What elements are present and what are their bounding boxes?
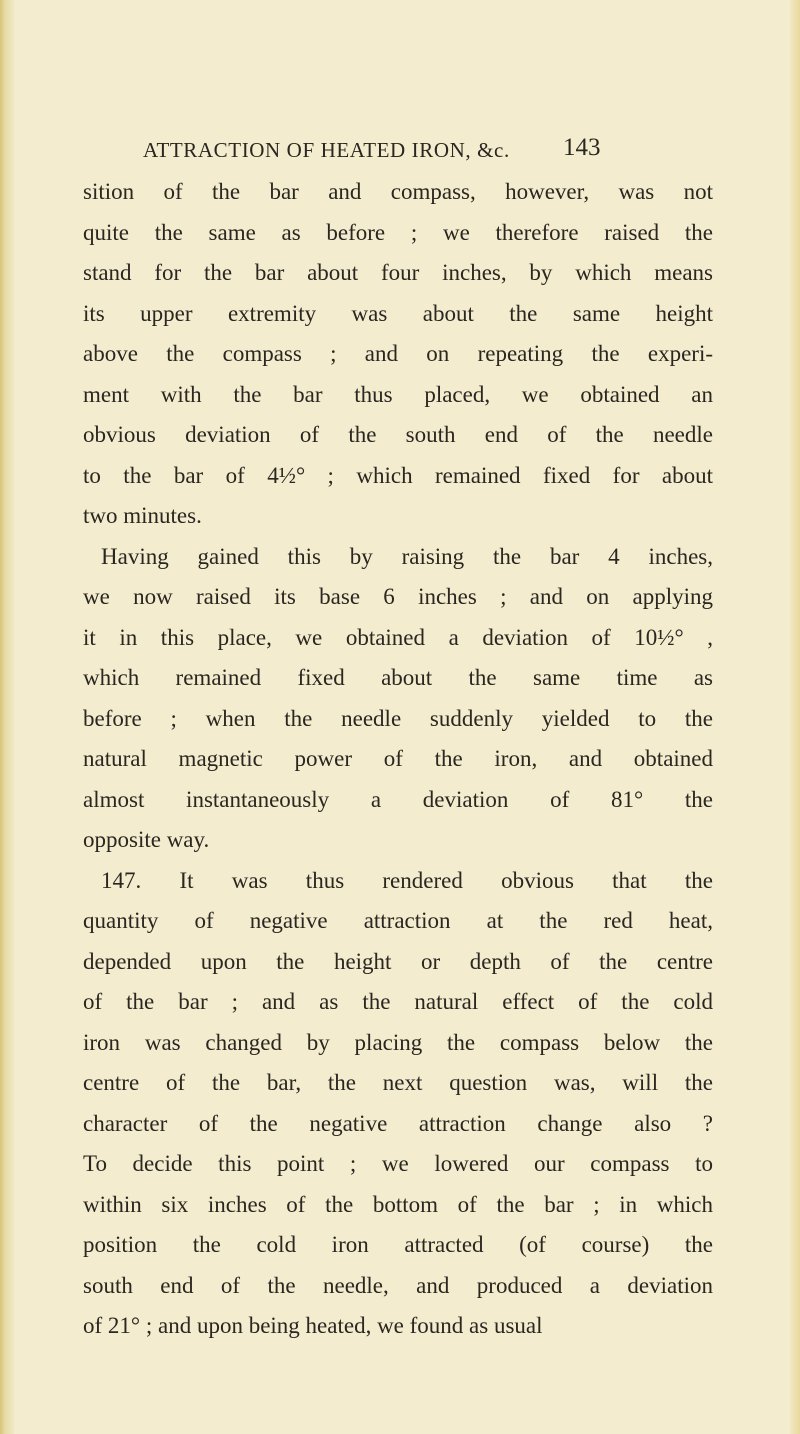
text-line: character of the negative attraction change also ? (83, 1110, 713, 1136)
text-line: which remained fixed about the same time as (83, 665, 713, 690)
running-head: ATTRACTION OF HEATED IRON, &c. (143, 138, 510, 162)
text-line: centre of the bar, the next question was, will the (83, 1070, 713, 1095)
text-line: position the cold iron attracted (of course) the (83, 1232, 713, 1257)
page-edge (790, 0, 800, 1434)
text-line: before ; when the needle suddenly yielded to the (83, 705, 713, 731)
text-line: south end of the needle, and produced a deviation (83, 1272, 713, 1298)
text-line: obvious deviation of the south end of the needle (83, 422, 713, 447)
text-line: Having gained this by raising the bar 4 inches, (101, 543, 713, 569)
page-header (143, 134, 623, 168)
text-line: ment with the bar thus placed, we obtained an (83, 381, 713, 407)
text-line: depended upon the height or depth of the centre (83, 948, 713, 974)
text-line: above the compass ; and on repeating the experi- (83, 341, 713, 366)
text-line: its upper extremity was about the same height (83, 300, 713, 326)
text-line: it in this place, we obtained a deviation of 10½° , (83, 624, 713, 650)
text-line: stand for the bar about four inches, by which means (83, 260, 713, 285)
text-line: of 21° ; and upon being heated, we found as usual (83, 1313, 543, 1338)
text-line: opposite way. (83, 827, 210, 852)
text-line: of the bar ; and as the natural effect of the cold (83, 989, 713, 1014)
text-line: quantity of negative attraction at the red heat, (83, 908, 713, 933)
text-line: to the bar of 4½° ; which remained fixed for about (83, 462, 713, 488)
text-line: natural magnetic power of the iron, and obtained (83, 746, 713, 771)
page-number: 143 (563, 134, 601, 161)
text-line: two minutes. (83, 503, 202, 528)
body-text (83, 172, 713, 1347)
text-line: we now raised its base 6 inches ; and on applying (83, 584, 713, 609)
text-line: iron was changed by placing the compass below the (83, 1029, 713, 1055)
page-gutter (0, 0, 14, 1434)
text-line: quite the same as before ; we therefore raised the (83, 219, 713, 245)
text-line: 147. It was thus rendered obvious that the (101, 867, 713, 893)
text-line: almost instantaneously a deviation of 81° the (83, 786, 713, 812)
text-line: To decide this point ; we lowered our compass to (83, 1151, 713, 1176)
text-line: sition of the bar and compass, however, was not (83, 179, 713, 204)
text-line: within six inches of the bottom of the bar ; in which (83, 1191, 713, 1217)
